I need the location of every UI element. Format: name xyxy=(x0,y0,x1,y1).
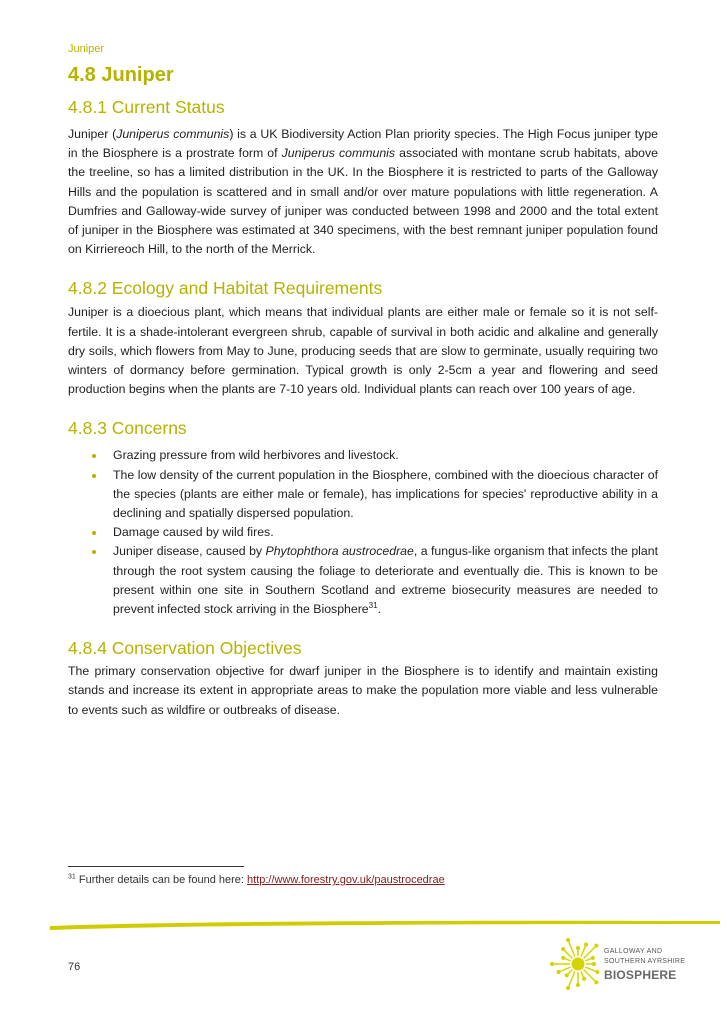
heading-objectives: 4.8.4 Conservation Objectives xyxy=(68,638,302,659)
logo-line-2: SOUTHERN AYRSHIRE xyxy=(604,958,686,965)
ecology-paragraph: Juniper is a dioecious plant, which means that individual plants are either male or female so it is not self-fertile. It is a shade-intolerant evergreen shrub, capable of survival in both acidic and alkaline and generally dry soils, which flowers from May to June, producing seeds that are slow to germinate, usually requiring two winters of dormancy before germination. Typical growth is only 2-5cm a year and flowering and seed production begins when the plants are 7-10 years old. Individual plants can reach over 100 years of age. xyxy=(68,305,658,397)
section-title: 4.8 Juniper xyxy=(68,64,174,86)
footnote-number: 31 xyxy=(68,873,76,881)
species-name: Juniperus communis xyxy=(281,146,396,161)
footnote-ref[interactable]: 31 xyxy=(368,600,378,610)
bullet-text: , a fungus-like organism that infects the plant through the root system causing the foliage to deteriorate and eventually die. This is known to be present within one site in Southern Scotland and extreme biosecurity measures are needed to prevent infected stock arriving in the Biosphere xyxy=(113,544,658,617)
logo-line-3: BIOSPHERE xyxy=(604,968,677,982)
species-name: Phytophthora austrocedrae xyxy=(265,544,414,559)
footer-swoosh xyxy=(50,912,720,936)
bullet-icon xyxy=(92,531,96,535)
text-run: Juniper ( xyxy=(68,127,117,141)
list-item xyxy=(68,446,658,465)
footnote-divider xyxy=(68,866,244,867)
bullet-text: Grazing pressure from wild herbivores and livestock. xyxy=(113,448,399,463)
current-status-paragraph xyxy=(68,125,658,259)
bullet-icon xyxy=(92,454,96,458)
logo-line-1: GALLOWAY AND xyxy=(604,948,663,955)
bullet-text: Damage caused by wild fires. xyxy=(113,525,274,540)
bullet-text: Juniper disease, caused by xyxy=(113,544,266,559)
section-ecology xyxy=(68,276,658,399)
footnote-text: Further details can be found here: xyxy=(75,874,248,886)
page-number: 76 xyxy=(68,961,81,973)
heading-concerns: 4.8.3 Concerns xyxy=(68,418,187,439)
bullet-text: . xyxy=(377,602,381,617)
section-concerns xyxy=(68,416,658,619)
section-current-status xyxy=(68,95,658,259)
bullet-icon xyxy=(92,474,96,478)
list-item xyxy=(68,542,658,619)
section-objectives xyxy=(68,636,658,720)
heading-current-status: 4.8.1 Current Status xyxy=(68,97,225,117)
objectives-paragraph: The primary conservation objective for dwarf juniper in the Biosphere is to identify and maintain existing stands and increase its extent in appropriate areas to make the population more viable and less vulnerable to events such as wildfire or outbreaks of disease. xyxy=(68,664,658,717)
heading-ecology: 4.8.2 Ecology and Habitat Requirements xyxy=(68,278,383,299)
concerns-list xyxy=(68,446,658,619)
running-header: Juniper xyxy=(68,43,105,55)
text-run: associated with montane scrub habitats, above the treeline, so has a limited distribution in the UK. In the Biosphere it is restricted to parts of the Galloway Hills and the population is scattered and in small and/or over mature populations with little regeneration. A Dumfries and Galloway-wide survey of juniper was conducted between 1998 and 2000 and the total extent of juniper in the Biosphere was estimated at 340 specimens, with the best remnant juniper population found on Kirriereoch Hill, to the north of the Merrick. xyxy=(68,146,658,257)
list-item xyxy=(68,466,658,524)
bullet-icon xyxy=(92,550,96,554)
footnote-link[interactable]: http://www.forestry.gov.uk/paustrocedrae xyxy=(247,874,445,886)
list-item xyxy=(68,523,658,542)
logo-text xyxy=(604,947,685,983)
bullet-text: The low density of the current population in the Biosphere, combined with the dioecious character of the species (plants are either male or female), has implications for species' reproductive ability in a declining and spatially dispersed population. xyxy=(113,467,658,521)
text-run: ) is a UK Biodiversity Action Plan priority species. The High Focus juniper type in the Biosphere is a prostrate form of xyxy=(68,127,658,161)
species-name: Juniperus communis xyxy=(116,127,230,141)
footnote xyxy=(68,874,445,886)
page-content xyxy=(68,62,658,720)
